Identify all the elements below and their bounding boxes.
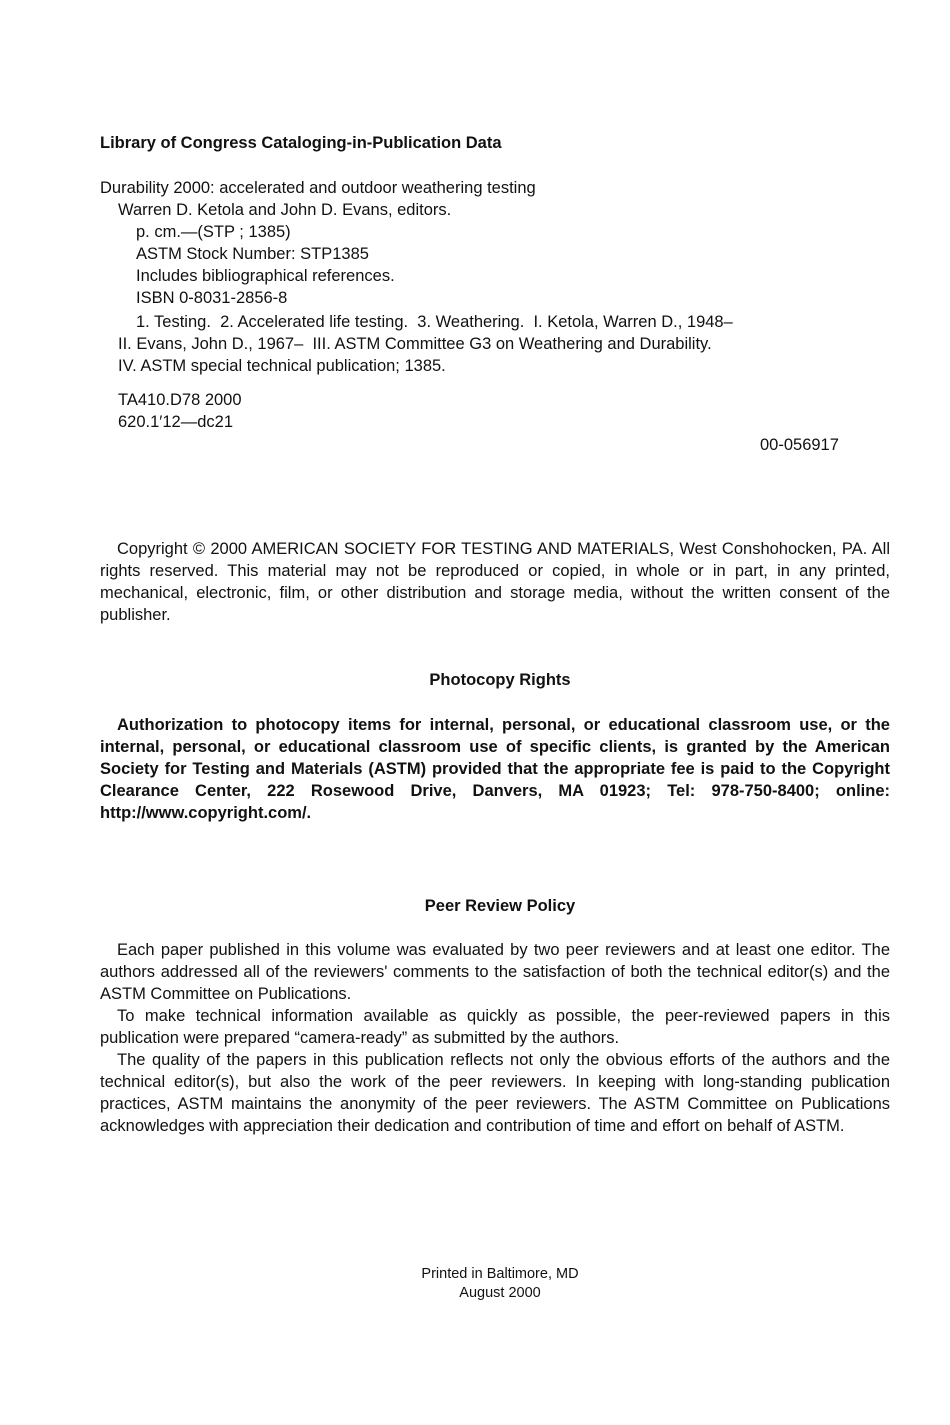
photocopy-heading: Photocopy Rights <box>429 671 571 689</box>
printed-info <box>100 1265 900 1303</box>
photocopy-text: Authorization to photocopy items for internal, personal, or educational classroom use, or the internal, personal, or educational classroom use of specific clients, is granted by the American Society for Testing and Materials (ASTM) provided that the appropriate fee is paid to the Copyright Clearance Center, 222 Rosewood Drive, Danvers, MA 01923; Tel: 978-750-8400; online: http://www.copyright.com/. <box>100 716 890 822</box>
printed-location: Printed in Baltimore, MD <box>421 1266 579 1282</box>
cip-stock-line: ASTM Stock Number: STP1385 <box>136 245 369 263</box>
cip-heading: Library of Congress Cataloging-in-Publication Data <box>100 134 502 152</box>
cip-title-line: Durability 2000: accelerated and outdoor weathering testing <box>100 179 536 197</box>
peer-review-heading: Peer Review Policy <box>424 897 576 915</box>
cip-biblio-line: Includes bibliographical references. <box>136 267 395 285</box>
cip-editors-line: Warren D. Ketola and John D. Evans, editors. <box>118 201 452 219</box>
peer-review-paragraph: Each paper published in this volume was evaluated by two peer reviewers and at least one editor. The authors addressed all of the reviewers' comments to the satisfaction of both the technical editor(s) and the ASTM Committee on Publications. <box>100 941 890 1003</box>
peer-review-paragraph: To make technical information available as quickly as possible, the peer-reviewed papers in this publication were prepared “camera-ready” as submitted by the authors. <box>100 1007 890 1047</box>
cip-isbn-line: ISBN 0-8031-2856-8 <box>136 289 288 307</box>
printed-date: August 2000 <box>459 1285 541 1301</box>
copyright-notice <box>100 538 890 626</box>
photocopy-notice <box>100 714 890 824</box>
cip-pages-line: p. cm.—(STP ; 1385) <box>136 223 291 241</box>
cip-call-number: TA410.D78 2000 <box>118 391 242 409</box>
cip-dewey: 620.1′12—dc21 <box>118 413 234 431</box>
cip-subject-line: 1. Testing. 2. Accelerated life testing. 3. Weathering. I. Ketola, Warren D., 1948– <box>136 313 733 331</box>
peer-review-body <box>100 939 890 1137</box>
cip-subject-line: IV. ASTM special technical publication; 1385. <box>118 357 446 375</box>
cip-subject-line: II. Evans, John D., 1967– III. ASTM Committee G3 on Weathering and Durability. <box>118 335 712 353</box>
copyright-text: Copyright © 2000 AMERICAN SOCIETY FOR TESTING AND MATERIALS, West Conshohocken, PA. All rights reserved. This material may not be reproduced or copied, in whole or in part, in any printed, mechanical, electronic, film, or other distribution and storage media, without the written consent of the publisher. <box>100 540 890 624</box>
peer-review-paragraph: The quality of the papers in this publication reflects not only the obvious efforts of the authors and the technical editor(s), but also the work of the peer reviewers. In keeping with long-standing publication practices, ASTM maintains the anonymity of the peer reviewers. The ASTM Committee on Publications acknowledges with appreciation their dedication and contribution of time and effort on behalf of ASTM. <box>100 1051 890 1135</box>
cip-lccn: 00-056917 <box>760 436 839 454</box>
